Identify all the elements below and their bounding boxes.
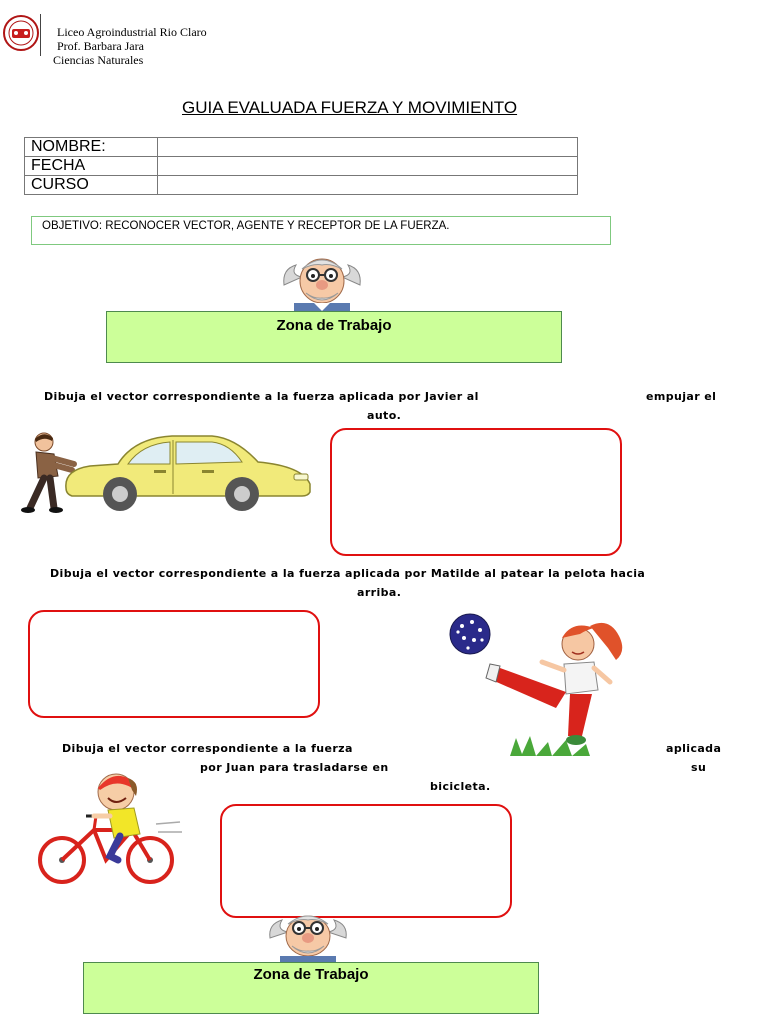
form-field-date[interactable] xyxy=(158,157,578,176)
form-field-course[interactable] xyxy=(158,176,578,195)
form-label-course: CURSO xyxy=(25,176,158,195)
student-info-table xyxy=(24,137,578,195)
work-zone-1[interactable] xyxy=(106,311,562,363)
exercise-3-text-e: bicicleta. xyxy=(430,780,491,793)
form-label-date: FECHA xyxy=(25,157,158,176)
scientist-icon xyxy=(280,255,364,312)
work-zone-label: Zona de Trabajo xyxy=(253,966,369,983)
exercise-1-text-c: auto. xyxy=(367,409,402,422)
teacher-name: Prof. Barbara Jara xyxy=(57,39,144,53)
exercise-3-text-c: por Juan para trasladarse en xyxy=(200,761,389,774)
exercise-3-text-a: Dibuja el vector correspondiente a la fuerza xyxy=(62,742,353,755)
school-name: Liceo Agroindustrial Rio Claro xyxy=(57,25,207,39)
subject-name: Ciencias Naturales xyxy=(53,53,144,67)
work-zone-label: Zona de Trabajo xyxy=(276,317,392,334)
exercise-2-text-b: arriba. xyxy=(357,586,402,599)
answer-box-2[interactable] xyxy=(28,610,320,718)
form-row-name xyxy=(25,138,578,157)
exercise-3-text-d: su xyxy=(691,761,707,774)
form-row-date xyxy=(25,157,578,176)
objective-box: OBJETIVO: RECONOCER VECTOR, AGENTE Y RECEPTOR DE LA FUERZA. xyxy=(31,216,611,245)
exercise-1-text-a: Dibuja el vector correspondiente a la fuerza aplicada por Javier al xyxy=(44,390,479,403)
form-field-name[interactable] xyxy=(158,138,578,157)
answer-box-3[interactable] xyxy=(220,804,512,918)
exercise-2-text-a: Dibuja el vector correspondiente a la fuerza aplicada por Matilde al patear la pelota hacia xyxy=(50,567,646,580)
exercise-1-text-b: empujar el xyxy=(646,390,717,403)
work-zone-2[interactable] xyxy=(83,962,539,1014)
boy-bicycle-icon xyxy=(36,768,184,888)
exercise-3-text-b: aplicada xyxy=(666,742,722,755)
school-logo-icon xyxy=(2,14,40,52)
scientist-icon xyxy=(266,914,350,964)
form-row-course xyxy=(25,176,578,195)
page-title: GUIA EVALUADA FUERZA Y MOVIMIENTO xyxy=(182,98,518,117)
form-label-name: NOMBRE: xyxy=(25,138,158,157)
car-icon xyxy=(62,430,314,512)
girl-kicking-ball-icon xyxy=(440,608,630,760)
header-divider xyxy=(40,14,41,56)
answer-box-1[interactable] xyxy=(330,428,622,556)
